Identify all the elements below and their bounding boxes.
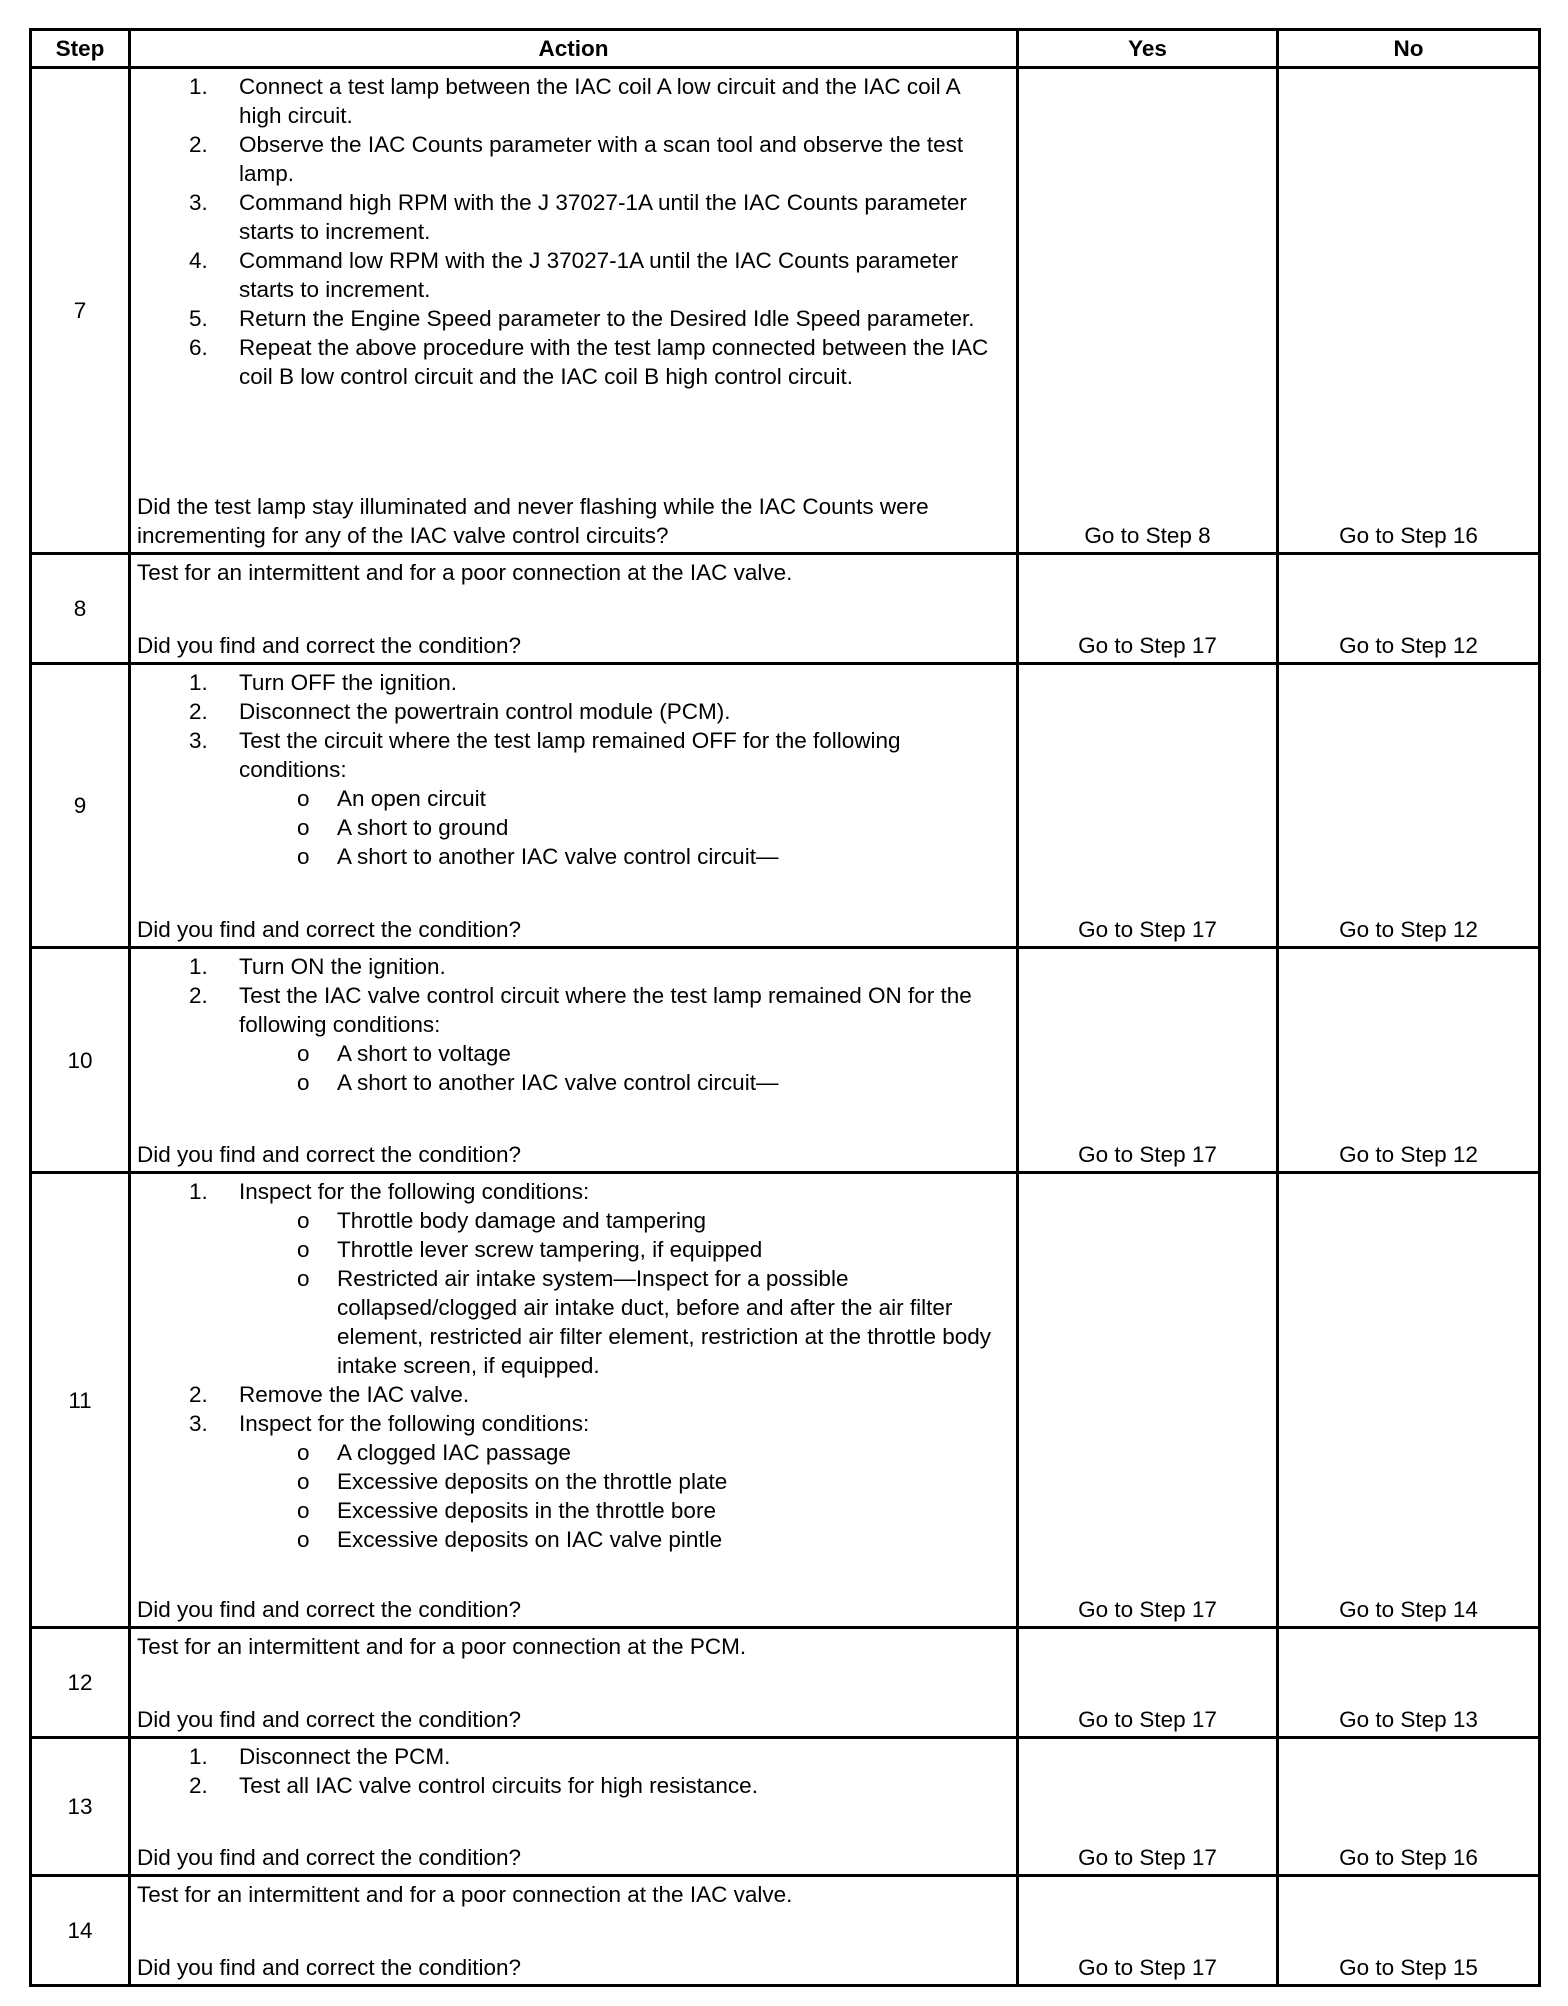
instruction-text: Test for an intermittent and for a poor connection at the PCM. [137,1634,747,1659]
list-item: 2. Test the IAC valve control circuit where the test lamp remained ON for the following conditions: o A short to voltage o A short to another IAC valve control circuit— [137,981,1008,1097]
header-step: Step [31,30,130,68]
condition-list [137,1039,1008,1097]
action-cell [130,1876,1018,1986]
table-row-step-10 [31,948,1540,1173]
table-row-step-12 [31,1628,1540,1738]
yes-outcome: Go to Step 17 [1018,1876,1278,1986]
table-row-step-11 [31,1173,1540,1628]
step-number: 9 [31,664,130,948]
condition-list [137,1206,1008,1380]
question-text: Did you find and correct the condition? [137,1845,521,1870]
question-text: Did you find and correct the condition? [137,1707,521,1732]
yes-outcome: Go to Step 17 [1018,948,1278,1173]
instruction-text: Test for an intermittent and for a poor connection at the IAC valve. [137,560,793,585]
procedure-list [137,1177,1008,1554]
table-row-step-7 [31,68,1540,554]
question-text: Did you find and correct the condition? [137,1955,521,1980]
list-item: o A short to voltage [297,1041,511,1066]
list-item: o Restricted air intake system—Inspect for a possible collapsed/clogged air intake duct, before and after the air filter element, restricted air filter element, restriction at the throttle body intake screen, if equipped. [297,1266,992,1378]
list-item: o Throttle lever screw tampering, if equipped [297,1237,763,1262]
table-row-step-8 [31,554,1540,664]
procedure-list [137,668,1008,871]
question-text: Did you find and correct the condition? [137,1597,521,1622]
list-item: o Excessive deposits on IAC valve pintle [297,1527,723,1552]
list-item: o A short to another IAC valve control circuit— [297,844,779,869]
list-item: o Excessive deposits in the throttle bore [297,1498,716,1523]
no-outcome: Go to Step 14 [1278,1173,1540,1628]
question-text: Did you find and correct the condition? [137,633,521,658]
no-outcome: Go to Step 12 [1278,948,1540,1173]
procedure-list [137,72,1008,391]
step-number: 10 [31,948,130,1173]
diagnostic-table [29,28,1541,1987]
condition-list [137,1438,1008,1554]
list-item: 4. Command low RPM with the J 37027-1A until the IAC Counts parameter starts to increment. [189,248,959,302]
action-cell [130,1173,1018,1628]
yes-outcome: Go to Step 17 [1018,1173,1278,1628]
procedure-list [137,952,1008,1097]
list-item: 2. Disconnect the powertrain control module (PCM). [189,699,731,724]
table-row-step-9 [31,664,1540,948]
header-yes: Yes [1018,30,1278,68]
list-item: o Excessive deposits on the throttle plate [297,1469,728,1494]
header-no: No [1278,30,1540,68]
action-cell [130,664,1018,948]
action-cell [130,1628,1018,1738]
list-item: 5. Return the Engine Speed parameter to the Desired Idle Speed parameter. [189,306,975,331]
yes-outcome: Go to Step 17 [1018,554,1278,664]
list-item: 2. Observe the IAC Counts parameter with a scan tool and observe the test lamp. [189,132,964,186]
list-item: o A clogged IAC passage [297,1440,571,1465]
no-outcome: Go to Step 16 [1278,1738,1540,1876]
question-text: Did the test lamp stay illuminated and never flashing while the IAC Counts were incrementing for any of the IAC valve control circuits? [137,494,929,548]
action-cell [130,554,1018,664]
action-cell [130,1738,1018,1876]
list-item: 2. Test all IAC valve control circuits for high resistance. [189,1773,758,1798]
yes-outcome: Go to Step 17 [1018,664,1278,948]
question-text: Did you find and correct the condition? [137,917,521,942]
step-number: 7 [31,68,130,554]
no-outcome: Go to Step 12 [1278,554,1540,664]
no-outcome: Go to Step 12 [1278,664,1540,948]
list-item: 6. Repeat the above procedure with the test lamp connected between the IAC coil B low control circuit and the IAC coil B high control circuit. [189,335,989,389]
no-outcome: Go to Step 15 [1278,1876,1540,1986]
list-item: 3. Inspect for the following conditions: o A clogged IAC passage o Excessive deposits on the throttle plate o Excessive deposits in the throttle bore o Excessive deposits on IAC valve pintle [137,1409,1008,1554]
list-item: 1. Inspect for the following conditions: o Throttle body damage and tampering o Throttle lever screw tampering, if equipped o Restricted air intake system—Inspect for a possible collapsed/clogged air intake duct, before and after the air filter element, restricted air filter element, restriction at the throttle body intake screen, if equipped. [137,1177,1008,1380]
list-item: 2. Remove the IAC valve. [189,1382,470,1407]
action-cell [130,68,1018,554]
table-row-step-14 [31,1876,1540,1986]
yes-outcome: Go to Step 17 [1018,1628,1278,1738]
list-item: 1. Disconnect the PCM. [189,1744,451,1769]
yes-outcome: Go to Step 8 [1018,68,1278,554]
action-cell [130,948,1018,1173]
table-row-step-13 [31,1738,1540,1876]
list-item: 1. Connect a test lamp between the IAC coil A low circuit and the IAC coil A high circuit. [189,74,960,128]
no-outcome: Go to Step 13 [1278,1628,1540,1738]
step-number: 13 [31,1738,130,1876]
no-outcome: Go to Step 16 [1278,68,1540,554]
list-item: o A short to another IAC valve control circuit— [297,1070,779,1095]
list-item: 1. Turn ON the ignition. [189,954,446,979]
list-item: o A short to ground [297,815,509,840]
list-item: 1. Turn OFF the ignition. [189,670,458,695]
procedure-list [137,1742,1008,1800]
step-number: 12 [31,1628,130,1738]
list-item: o An open circuit [297,786,486,811]
condition-list [137,784,1008,871]
list-item: 3. Command high RPM with the J 37027-1A until the IAC Counts parameter starts to increment. [189,190,967,244]
header-row [31,30,1540,68]
instruction-text: Test for an intermittent and for a poor connection at the IAC valve. [137,1882,793,1907]
list-item: 3. Test the circuit where the test lamp remained OFF for the following conditions: o An open circuit o A short to ground o A short to another IAC valve control circuit— [137,726,1008,871]
step-number: 11 [31,1173,130,1628]
question-text: Did you find and correct the condition? [137,1142,521,1167]
list-item: o Throttle body damage and tampering [297,1208,706,1233]
yes-outcome: Go to Step 17 [1018,1738,1278,1876]
step-number: 14 [31,1876,130,1986]
header-action: Action [130,30,1018,68]
step-number: 8 [31,554,130,664]
